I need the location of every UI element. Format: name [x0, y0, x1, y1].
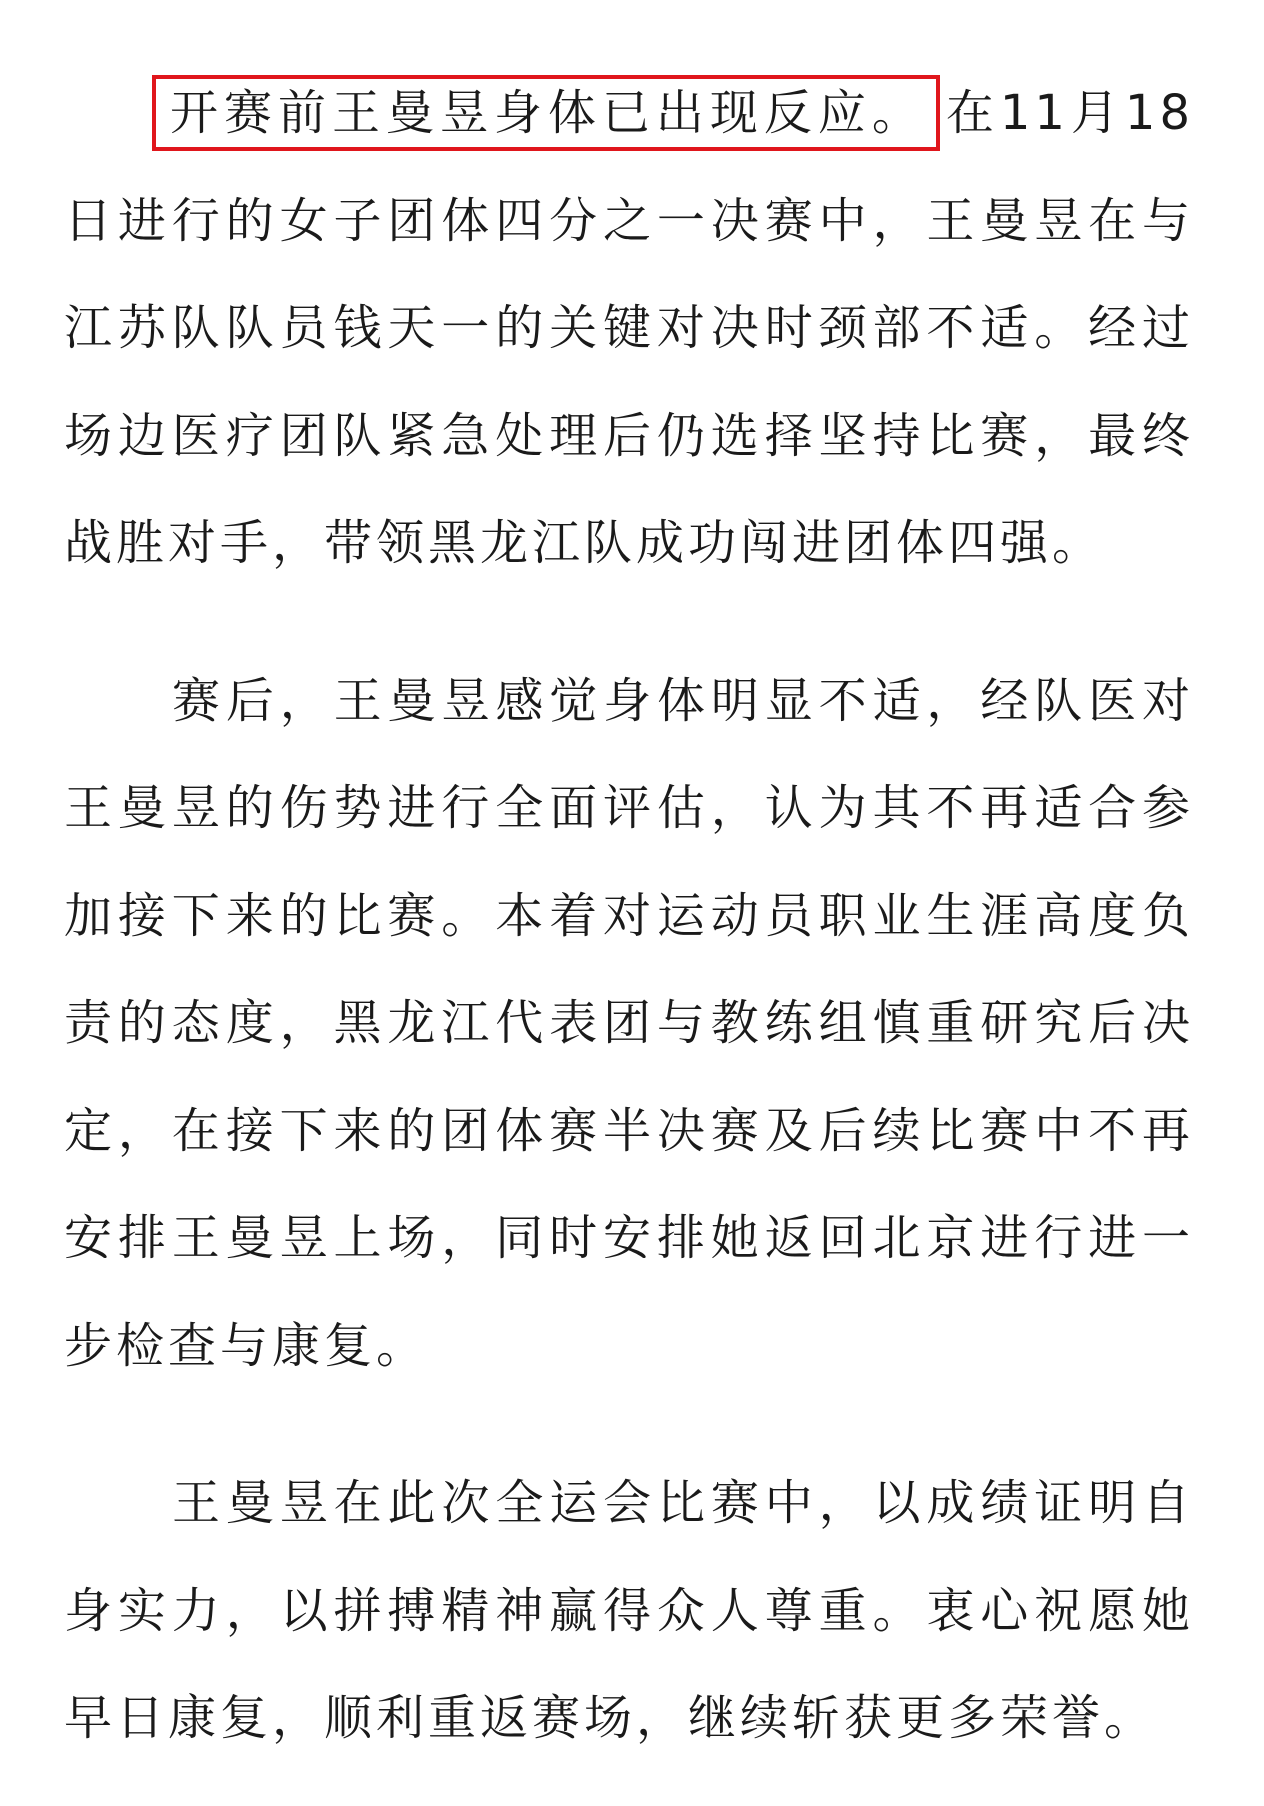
article-body: [64, 60, 1194, 1773]
paragraph-2: 赛后，王曼昱感觉身体明显不适，经队医对王曼昱的伤势进行全面评估，认为其不再适合参加接下来的比赛。本着对运动员职业生涯高度负责的态度，黑龙江代表团与教练组慎重研究后决定，在接下来的团体赛半决赛及后续比赛中不再安排王曼昱上场，同时安排她返回北京进行进一步检查与康复。: [64, 672, 1194, 1374]
paragraph-1: [64, 60, 1194, 598]
paragraph-1-text: 在11月18日进行的女子团体四分之一决赛中，王曼昱在与江苏队队员钱天一的关键对决时颈部不适。经过场边医疗团队紧急处理后仍选择坚持比赛，最终战胜对手，带领黑龙江队成功闯进团体四强。: [64, 85, 1194, 571]
highlighted-sentence: 开赛前王曼昱身体已出现反应。: [152, 75, 940, 151]
paragraph-3: 王曼昱在此次全运会比赛中，以成绩证明自身实力，以拼搏精神赢得众人尊重。衷心祝愿她早日康复，顺利重返赛场，继续斩获更多荣誉。: [64, 1475, 1194, 1746]
